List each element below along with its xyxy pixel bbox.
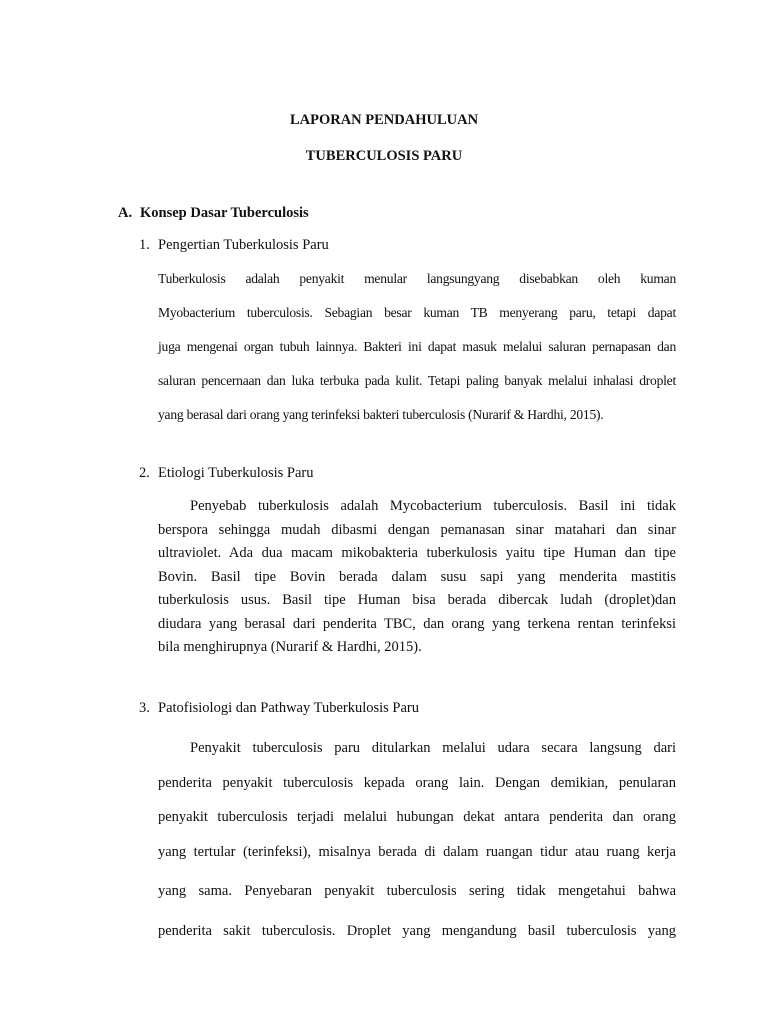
subsection-heading-etiologi [139,465,314,482]
paragraph-line: tuberkulosis usus. Basil tipe Human bisa berada dibercak ludah (droplet)dan [158,592,676,608]
subsection-number: 1. [139,237,150,253]
subsection-number: 3. [139,700,150,716]
subsection-number: 2. [139,465,150,481]
document-subtitle: TUBERCULOSIS PARU [305,148,463,164]
paragraph-line: Myobacterium tuberculosis. Sebagian besar kuman TB menyerang paru, tetapi dapat [158,305,676,320]
section-heading-a [118,205,309,222]
paragraph-line: penyakit tuberculosis terjadi melalui hubungan dekat antara penderita dan orang [158,809,676,825]
document-title: LAPORAN PENDAHULUAN [289,112,479,128]
subsection-title: Etiologi Tuberkulosis Paru [158,465,314,481]
subsection-title: Patofisiologi dan Pathway Tuberkulosis Paru [158,700,420,716]
paragraph-line: Penyebab tuberkulosis adalah Mycobacterium tuberculosis. Basil ini tidak [190,498,676,514]
paragraph-patofisiologi [158,731,676,948]
paragraph-line: saluran pencernaan dan luka terbuka pada kulit. Tetapi paling banyak melalui inhalasi droplet [158,373,676,388]
paragraph-line: Tuberkulosis adalah penyakit menular langsungyang disebabkan oleh kuman [158,271,676,286]
paragraph-line: yang sama. Penyebaran penyakit tuberculosis sering tidak mengetahui bahwa [158,883,676,899]
paragraph-line: yang tertular (terinfeksi), misalnya berada di dalam ruangan tidur atau ruang kerja [158,843,676,860]
paragraph-line: penderita penyakit tuberculosis kepada orang lain. Dengan demikian, penularan [158,774,676,791]
section-title: Konsep Dasar Tuberculosis [140,205,309,221]
paragraph-line: berspora sehingga mudah dibasmi dengan pemanasan sinar matahari dan sinar [158,521,676,538]
paragraph-line: juga mengenai organ tubuh lainnya. Bakteri ini dapat masuk melalui saluran pernapasan dan [158,339,676,354]
paragraph-line: ultraviolet. Ada dua macam mikobakteria tuberkulosis yaitu tipe Human dan tipe [158,545,676,561]
paragraph-line: diudara yang berasal dari penderita TBC, dan orang yang terkena rentan terinfeksi [158,615,676,632]
section-letter: A. [118,205,133,221]
paragraph-line: Penyakit tuberculosis paru ditularkan melalui udara secara langsung dari [190,740,676,756]
paragraph-line: bila menghirupnya (Nurarif & Hardhi, 2015). [158,639,422,655]
subsection-heading-patofisiologi [139,700,419,717]
subsection-heading-pengertian [139,237,329,254]
paragraph-etiologi [158,495,676,660]
paragraph-line: penderita sakit tuberculosis. Droplet yang mengandung basil tuberculosis yang [158,922,676,939]
paragraph-line: yang berasal dari orang yang terinfeksi bakteri tuberculosis (Nurarif & Hardhi, 2015). [158,407,604,422]
paragraph-pengertian [158,262,676,432]
paragraph-line: Bovin. Basil tipe Bovin berada dalam susu sapi yang menderita mastitis [158,568,676,585]
subsection-title: Pengertian Tuberkulosis Paru [158,237,329,253]
